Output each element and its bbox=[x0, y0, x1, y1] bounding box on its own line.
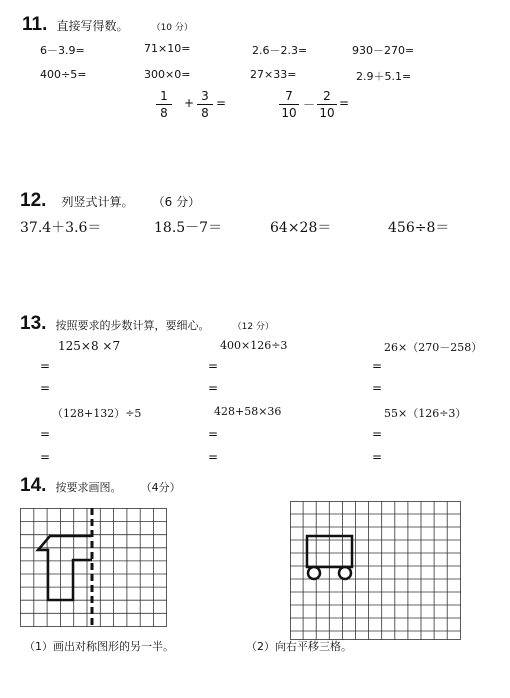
q11-r1-c2: 71×10= bbox=[144, 42, 191, 55]
q13-eq-r1a-c2: = bbox=[208, 359, 219, 373]
frac-denominator: 10 bbox=[319, 106, 335, 120]
q11-frac1-eq: = bbox=[216, 96, 227, 110]
q11-frac1-a bbox=[156, 89, 172, 120]
q14-dot: . bbox=[41, 475, 47, 496]
q13-eq-r1a-c1: = bbox=[40, 359, 51, 373]
fraction-bar bbox=[197, 104, 213, 105]
q12-item-3: 64×28＝ bbox=[270, 220, 332, 236]
frac-numerator: 2 bbox=[323, 89, 331, 103]
q11-r2-c3: 27×33= bbox=[250, 68, 297, 81]
q11-header bbox=[22, 14, 193, 36]
q13-title: 按照要求的步数计算，要细心。 bbox=[55, 319, 210, 332]
frac-denominator: 8 bbox=[160, 106, 168, 120]
q12-title: 列竖式计算。 bbox=[61, 195, 134, 209]
q11-number: 11 bbox=[22, 14, 43, 35]
q13-eq-r2a-c3: = bbox=[372, 427, 383, 441]
fraction-bar bbox=[156, 104, 172, 105]
q11-title: 直接写得数。 bbox=[56, 19, 129, 33]
fraction-bar bbox=[279, 104, 299, 105]
q14-caption-1: （1）画出对称图形的另一半。 bbox=[24, 640, 174, 653]
q13-header bbox=[20, 313, 274, 335]
q12-number: 12 bbox=[20, 190, 42, 211]
q13-r1-c3: 26×（270－258） bbox=[384, 341, 483, 354]
q13-eq-r1a-c3: = bbox=[372, 359, 383, 373]
q11-frac2-eq: = bbox=[339, 96, 350, 110]
q12-item-1: 37.4＋3.6＝ bbox=[20, 220, 102, 236]
frac-numerator: 1 bbox=[160, 89, 168, 103]
q11-score: （10 分） bbox=[151, 23, 193, 33]
q14-caption-2: （2）向右平移三格。 bbox=[246, 640, 352, 653]
q11-frac2-op: － bbox=[303, 98, 316, 112]
q12-item-2: 18.5－7＝ bbox=[154, 220, 223, 236]
q11-frac2-a bbox=[279, 89, 299, 120]
q11-r1-c1: 6－3.9= bbox=[40, 44, 85, 57]
q11-frac1-op: + bbox=[184, 96, 195, 110]
cart-wheel-left bbox=[308, 567, 320, 579]
q11-r1-c3: 2.6－2.3= bbox=[252, 44, 308, 57]
q11-r2-c4: 2.9＋5.1= bbox=[356, 70, 412, 83]
q13-eq-r2b-c2: = bbox=[208, 450, 219, 464]
q13-number: 13 bbox=[20, 313, 42, 334]
q13-eq-r1b-c3: = bbox=[372, 381, 383, 395]
q14-score: （4分） bbox=[140, 481, 181, 494]
fraction-bar bbox=[317, 104, 337, 105]
q13-eq-r1b-c1: = bbox=[40, 381, 51, 395]
q13-r2-c1: （128+132）÷5 bbox=[52, 407, 142, 420]
q11-r2-c1: 400÷5= bbox=[40, 68, 87, 81]
frac-numerator: 7 bbox=[285, 89, 293, 103]
q13-r1-c2: 400×126÷3 bbox=[220, 339, 288, 352]
symmetry-grid bbox=[20, 508, 170, 628]
q12-header bbox=[20, 190, 200, 212]
half-shape bbox=[38, 536, 92, 600]
q13-eq-r2b-c3: = bbox=[372, 450, 383, 464]
frac-denominator: 8 bbox=[201, 106, 209, 120]
q13-score: （12 分） bbox=[232, 322, 274, 332]
q14-header bbox=[20, 475, 181, 497]
q11-frac1-b bbox=[197, 89, 213, 120]
q13-eq-r2a-c2: = bbox=[208, 427, 219, 441]
q12-dot: . bbox=[41, 190, 47, 211]
q12-item-4: 456÷8＝ bbox=[388, 220, 450, 236]
cart-wheel-right bbox=[339, 567, 351, 579]
q11-r2-c2: 300×0= bbox=[144, 68, 191, 81]
translation-grid bbox=[290, 501, 462, 641]
q12-score: （6 分） bbox=[152, 195, 201, 209]
q11-dot: . bbox=[42, 14, 48, 35]
q13-eq-r2b-c1: = bbox=[40, 450, 51, 464]
q13-r2-c3: 55×（126÷3） bbox=[384, 407, 467, 420]
q13-eq-r1b-c2: = bbox=[208, 381, 219, 395]
q11-frac2-b bbox=[317, 89, 337, 120]
q11-r1-c4: 930－270= bbox=[352, 44, 415, 57]
q14-title: 按要求画图。 bbox=[55, 481, 122, 494]
q13-r2-c2: 428+58×36 bbox=[214, 405, 282, 418]
q13-r1-c1: 125×8 ×7 bbox=[58, 339, 121, 353]
q13-eq-r2a-c1: = bbox=[40, 427, 51, 441]
q14-number: 14 bbox=[20, 475, 42, 496]
q13-dot: . bbox=[41, 313, 47, 334]
frac-denominator: 10 bbox=[281, 106, 297, 120]
frac-numerator: 3 bbox=[201, 89, 209, 103]
